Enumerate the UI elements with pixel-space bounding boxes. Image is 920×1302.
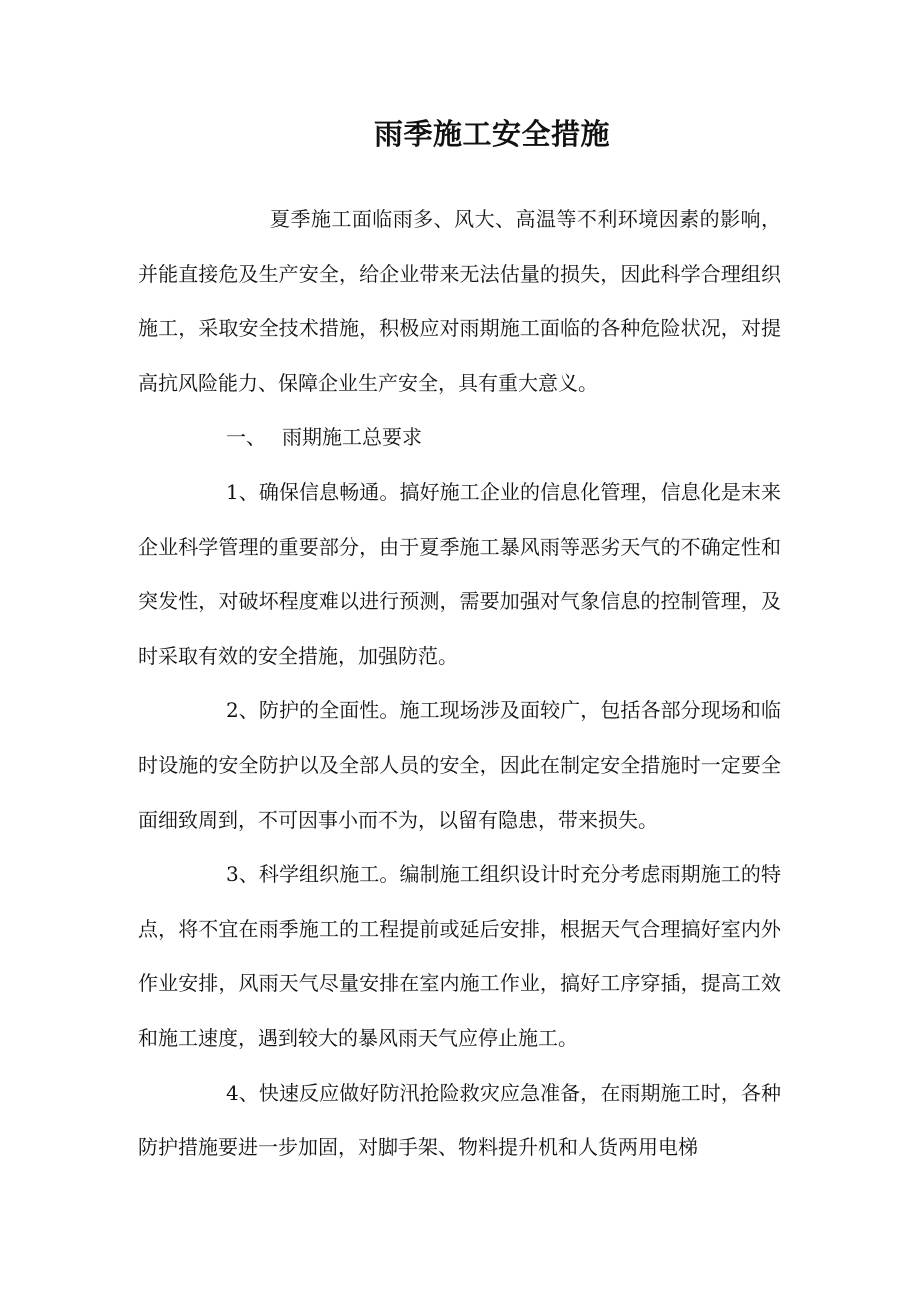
list-item-1: 1、确保信息畅通。搞好施工企业的信息化管理，信息化是末来企业科学管理的重要部分，由于夏季施工暴风雨等恶劣天气的不确定性和突发性，对破坏程度难以进行预测，需要加强对气象信息的控制管理，及时采取有效的安全措施，加强防范。 <box>138 479 781 668</box>
document-title: 雨季施工安全措施 <box>373 117 610 151</box>
section-heading <box>138 410 781 465</box>
intro-paragraph: 夏季施工面临雨多、风大、高温等不利环境因素的影响，并能直接危及生产安全，给企业带来无法估量的损失，因此科学合理组织施工，采取安全技术措施，积极应对雨期施工面临的各种危险状况，对提高抗风险能力、保障企业生产安全，具有重大意义。 <box>138 207 781 395</box>
list-item-3: 3、科学组织施工。编制施工组织设计时充分考虑雨期施工的特点，将不宜在雨季施工的工程提前或延后安排，根据天气合理搞好室内外作业安排，风雨天气尽量安排在室内施工作业，搞好工序穿插，提高工效和施工速度，遇到较大的暴风雨天气应停止施工。 <box>138 862 781 1050</box>
section-title: 雨期施工总要求 <box>282 425 422 450</box>
list-item-2: 2、防护的全面性。施工现场涉及面较广，包括各部分现场和临时设施的安全防护以及全部人员的安全，因此在制定安全措施时一定要全面细致周到，不可因事小而不为，以留有隐患，带来损失。 <box>138 698 781 832</box>
document-body <box>138 192 781 1175</box>
section-number: 一、 <box>226 425 266 450</box>
list-item-4: 4、快速反应做好防汛抢险救灾应急准备，在雨期施工时，各种防护措施要进一步加固，对脚手架、物料提升机和人货两用电梯 <box>138 1080 781 1160</box>
